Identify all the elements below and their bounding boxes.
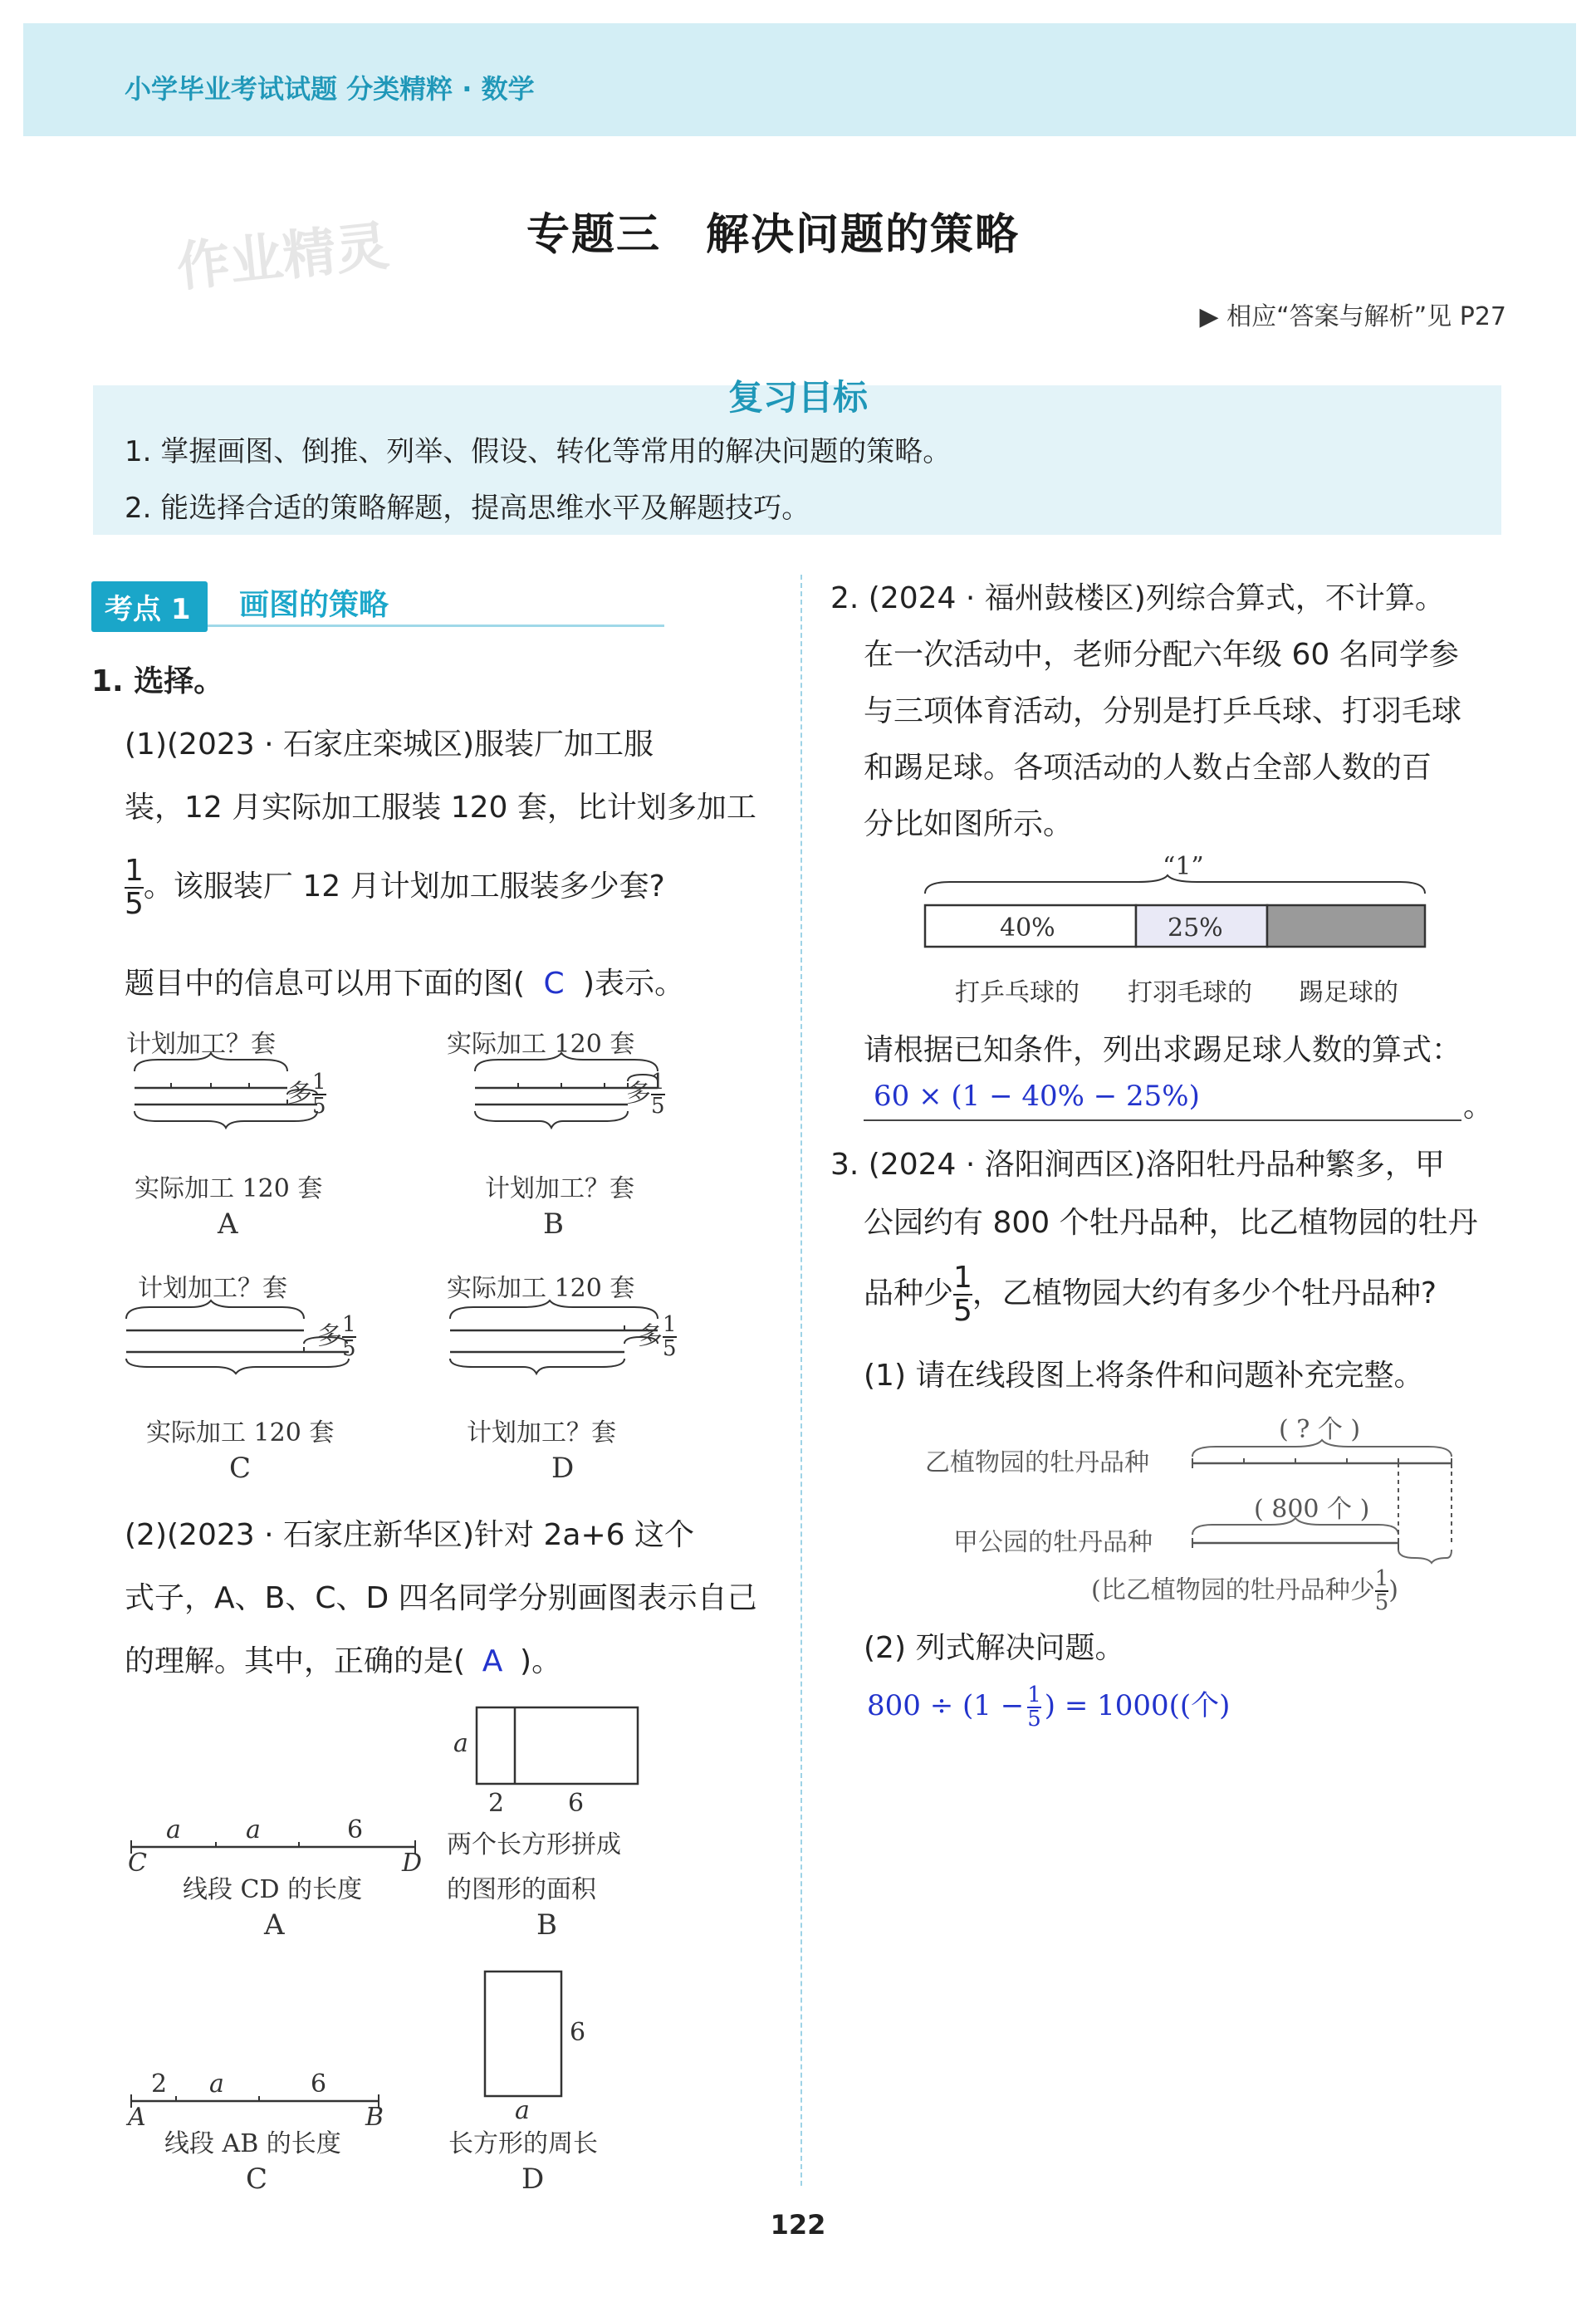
diagram-c-more: 多 $\frac{1}{5}$ [317,1312,356,1362]
option-c-end-a: A [128,2103,146,2132]
q1-p1-line4: 题目中的信息可以用下面的图( C )表示。 [125,967,685,1001]
q1-p1-line2: 装，12 月实际加工服装 120 套，比计划多加工 [125,791,756,825]
q2-line1: 2. (2024 · 福州鼓楼区)列综合算式，不计算。 [830,581,1445,615]
q1-label: 1. 选择。 [91,664,224,698]
q3-segment-diagram [1179,1428,1461,1561]
q2-line2: 在一次活动中，老师分配六年级 60 名同学参 [864,638,1459,672]
q2-line3: 与三项体育活动，分别是打乒乓球、打羽毛球 [864,694,1462,728]
q1-p2-line3: 的理解。其中，正确的是( A )。 [125,1644,562,1678]
option-a-end-c: C [128,1849,147,1878]
watermark: 作业精灵 [174,214,392,300]
option-b-label-6: 6 [568,1789,585,1818]
q2-period: 。 [1463,1090,1494,1124]
option-c-label-6: 6 [311,2070,327,2099]
q1-p2-answer: A [482,1644,503,1678]
answer-reference: ▶ 相应“答案与解析”见 P27 [1199,302,1506,331]
q2-answer: 60 × (1 − 40% − 25%) [874,1080,1200,1113]
diagram-a-bottom-label: 实际加工 120 套 [135,1174,323,1203]
page-number: 122 [770,2209,826,2241]
column-divider [800,575,802,2186]
option-c-letter: C [246,2163,268,2196]
goal-item: 2. 能选择合适的策略解题，提高思维水平及解题技巧。 [125,492,810,525]
diagram-a-letter: A [218,1207,238,1241]
bar-seg1-label: 40% [1000,914,1055,943]
q3-row1-top-label: ( ? 个 ) [1279,1415,1361,1444]
q3-line3: 品种少 $\frac{1}{5}$ ，乙植物园大约有多少个牡丹品种? [864,1261,1437,1328]
bar-label-football: 踢足球的 [1299,978,1398,1007]
q1-p1-answer: C [543,967,565,1001]
option-d-rectangle [482,1968,565,2101]
kaodian-underline [208,625,664,627]
diagram-c-bottom-label: 实际加工 120 套 [146,1418,335,1447]
topic-name: 解决问题的策略 [706,210,1021,260]
q1-p2-line2: 式子，A、B、C、D 四名同学分别画图表示自己 [125,1581,757,1615]
option-b-rectangles [473,1704,639,1787]
diagram-d-top-label: 实际加工 120 套 [447,1274,635,1303]
diagram-c-top-label: 计划加工？套 [138,1274,287,1303]
bar-label-badminton: 打羽毛球的 [1128,978,1252,1007]
q1-p1-line1: (1)(2023 · 石家庄栾城区)服装厂加工服 [125,727,654,762]
q2-line5: 分比如图所示。 [864,807,1074,841]
q1-p1-line3: $\frac{1}{5}$ 。该服装厂 12 月计划加工服装多少套? [125,854,665,921]
option-c-caption: 线段 AB 的长度 [164,2129,341,2158]
option-b-label-2: 2 [488,1789,505,1818]
option-b-caption-2: 的图形的面积 [447,1875,596,1904]
diagram-c-letter: C [229,1452,252,1485]
option-c-end-b: B [365,2103,384,2132]
goal-item: 1. 掌握画图、倒推、列举、假设、转化等常用的解决问题的策略。 [125,435,952,468]
q3-sub2: (2) 列式解决问题。 [864,1631,1125,1665]
q3-note: (比乙植物园的牡丹品种少 $\frac{1}{5}$ ) [1091,1566,1398,1616]
option-b-letter: B [536,1908,557,1942]
option-d-caption: 长方形的周长 [448,2129,598,2158]
book-title: 小学毕业考试试题 分类精粹 · 数学 [125,73,535,105]
bar-label-pingpong: 打乒乓球的 [955,978,1080,1007]
option-a-end-d: D [402,1849,423,1878]
option-c-label-2: 2 [151,2070,168,2099]
topic-title [526,199,1020,262]
q3-answer: 800 ÷ (1 − $\frac{1}{5}$ ) = 1000((个) [867,1682,1231,1732]
kaodian-title: 画图的策略 [239,588,389,622]
q3-line1: 3. (2024 · 洛阳涧西区)洛阳牡丹品种繁多，甲 [830,1148,1445,1182]
option-b-caption-1: 两个长方形拼成 [447,1830,621,1859]
topic-number: 专题三 [526,210,662,260]
q1-p2-line1: (2)(2023 · 石家庄新华区)针对 2a+6 这个 [125,1518,694,1552]
q2-line4: 和踢足球。各项活动的人数占全部人数的百 [864,751,1432,785]
option-a-label-6: 6 [347,1815,364,1844]
q3-sub1: (1) 请在线段图上将条件和问题补充完整。 [864,1359,1424,1393]
bar-whole-label: “1” [1163,852,1204,881]
diagram-b-more: 多 $\frac{1}{5}$ [626,1070,665,1119]
option-a-label-a1: a [166,1815,181,1844]
diagram-d-bottom-label: 计划加工？套 [467,1418,616,1447]
diagram-a-more: 多 $\frac{1}{5}$ [287,1070,326,1119]
q2-prompt: 请根据已知条件，列出求踢足球人数的算式： [864,1033,1462,1067]
q3-row2-top-label: ( 800 个 ) [1254,1495,1370,1524]
diagram-a-top-label: 计划加工？套 [126,1030,276,1059]
q2-answer-line [864,1119,1461,1121]
diagram-d-more: 多 $\frac{1}{5}$ [638,1312,677,1362]
option-b-side-a: a [453,1729,468,1758]
diagram-b-bottom-label: 计划加工？套 [485,1174,634,1203]
kaodian-tag: 考点 1 [91,581,208,632]
option-a-label-a2: a [246,1815,261,1844]
q3-row2-label: 甲公园的牡丹品种 [953,1528,1153,1557]
diagram-b-top-label: 实际加工 120 套 [447,1030,635,1059]
option-a-caption: 线段 CD 的长度 [183,1875,363,1904]
option-d-letter: D [521,2163,545,2196]
diagram-b-letter: B [543,1207,564,1241]
diagram-d-letter: D [551,1452,575,1485]
goals-title: 复习目标 [727,377,868,418]
option-d-side-6: 6 [570,2018,586,2047]
fraction-one-fifth: $\frac{1}{5}$ [125,854,144,921]
q3-row1-label: 乙植物园的牡丹品种 [925,1448,1149,1477]
option-a-letter: A [264,1908,285,1942]
bar-seg2-label: 25% [1168,914,1223,943]
q3-line2: 公园约有 800 个牡丹品种，比乙植物园的牡丹 [864,1206,1478,1240]
option-c-label-a: a [209,2070,224,2099]
option-d-bottom-a: a [515,2096,530,2125]
